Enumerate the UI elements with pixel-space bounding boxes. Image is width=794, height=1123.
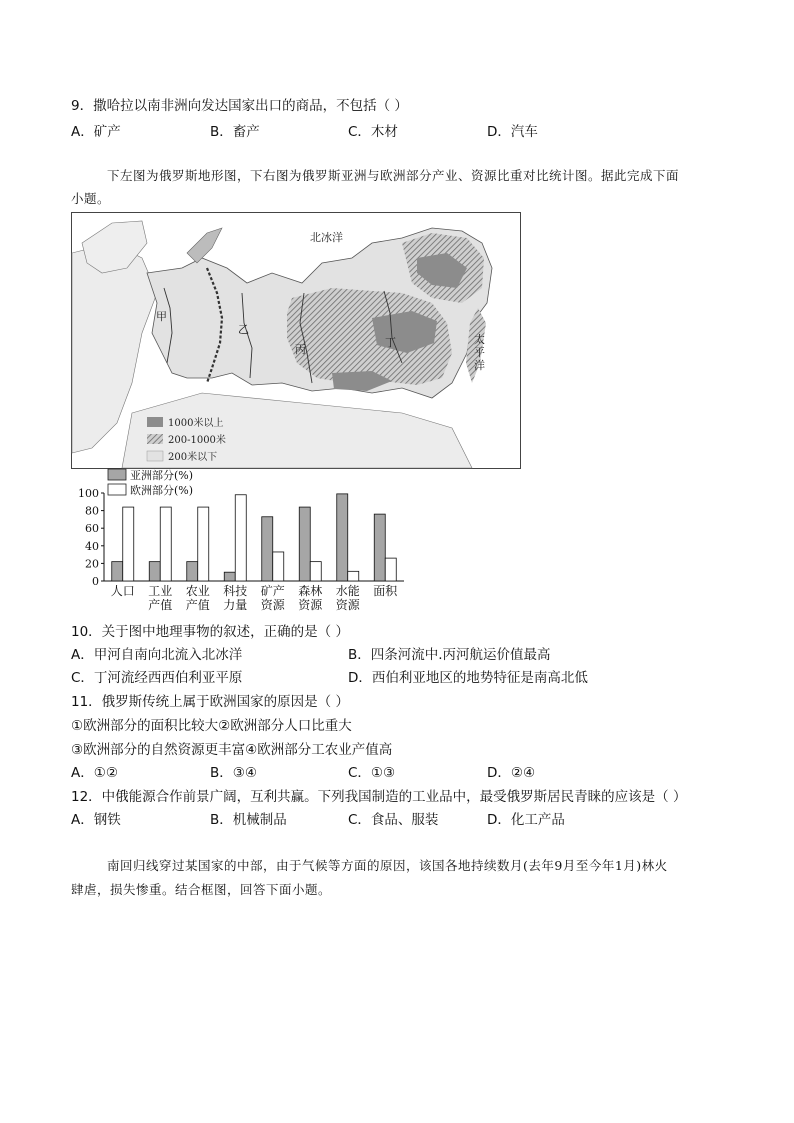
bar-europe xyxy=(348,571,359,581)
russia-terrain-map xyxy=(71,212,521,469)
q10-option-a: A．甲河自南向北流入北冰洋 xyxy=(71,647,243,663)
bar-europe xyxy=(123,507,134,581)
q11-option-d: D．②④ xyxy=(487,765,536,781)
x-tick-label: 水能 xyxy=(335,584,360,598)
intro-2-line-1: 南回归线穿过某国家的中部，由于气候等方面的原因，该国各地持续数月(去年9月至今年1月)林火 xyxy=(107,858,668,873)
bar-asia xyxy=(149,562,160,581)
q10-stem: 10．关于图中地理事物的叙述，正确的是（ ） xyxy=(71,624,349,640)
intro-1-line-1: 下左图为俄罗斯地形图，下右图为俄罗斯亚洲与欧洲部分产业、资源比重对比统计图。据此完成下面 xyxy=(107,168,680,183)
x-tick-label: 产值 xyxy=(148,598,173,612)
chart-bars xyxy=(112,494,397,581)
legend-label-asia: 亚洲部分(%) xyxy=(130,469,194,482)
q12-option-c: C．食品、服装 xyxy=(348,812,439,828)
q10-option-c: C．丁河流经西西伯利亚平原 xyxy=(71,670,243,686)
y-tick-label: 20 xyxy=(85,557,99,571)
x-tick-label: 工业 xyxy=(148,584,173,598)
y-tick-label: 40 xyxy=(85,539,99,553)
x-tick-label: 资源 xyxy=(260,598,285,612)
bar-asia xyxy=(224,572,235,581)
x-tick-label: 矿产 xyxy=(260,584,285,598)
label-jia: 甲 xyxy=(156,310,167,323)
intro-1-line-2: 小题。 xyxy=(71,191,111,206)
y-tick-label: 0 xyxy=(92,575,99,588)
x-tick-label: 产值 xyxy=(185,598,210,612)
bar-europe xyxy=(385,558,396,581)
label-pacific-2: 平 xyxy=(474,346,485,359)
q12-option-b: B．机械制品 xyxy=(210,812,287,828)
legend-swatch-low xyxy=(147,451,163,461)
q10-option-d: D．西伯利亚地区的地势特征是南高北低 xyxy=(348,670,588,686)
x-tick-label: 面积 xyxy=(373,584,398,598)
q9-option-c: C．木材 xyxy=(348,124,398,140)
legend-label-europe: 欧洲部分(%) xyxy=(130,484,194,497)
bar-europe xyxy=(273,552,284,581)
q11-stem: 11．俄罗斯传统上属于欧洲国家的原因是（ ） xyxy=(71,694,349,710)
label-ding: 丁 xyxy=(385,336,396,349)
legend-label-low: 200米以下 xyxy=(168,452,218,463)
intro-2-line-2: 肆虐，损失惨重。结合框图，回答下面小题。 xyxy=(71,882,332,897)
y-tick-label: 100 xyxy=(78,487,99,500)
q11-option-c: C．①③ xyxy=(348,765,396,781)
label-pacific-3: 洋 xyxy=(474,359,485,372)
bar-asia xyxy=(187,562,198,581)
q10-option-b: B．四条河流中.丙河航运价值最高 xyxy=(348,647,551,663)
q12-stem: 12．中俄能源合作前景广阔，互利共赢。下列我国制造的工业品中，最受俄罗斯居民青睐的应该是（ ） xyxy=(71,789,687,805)
q11-statements-2: ③欧洲部分的自然资源更丰富④欧洲部分工农业产值高 xyxy=(71,742,393,758)
label-bing: 丙 xyxy=(295,343,306,356)
asia-europe-share-chart xyxy=(78,465,412,612)
y-tick-label: 80 xyxy=(85,504,99,518)
label-arctic-ocean: 北冰洋 xyxy=(310,231,343,244)
label-pacific-1: 太 xyxy=(474,333,485,346)
x-tick-label: 农业 xyxy=(185,584,210,598)
bar-europe xyxy=(235,495,246,581)
q11-option-b: B．③④ xyxy=(210,765,257,781)
q11-statements-1: ①欧洲部分的面积比较大②欧洲部分人口比重大 xyxy=(71,718,352,734)
bar-europe xyxy=(198,507,209,581)
q9-option-d: D．汽车 xyxy=(487,124,538,140)
bar-europe xyxy=(160,507,171,581)
x-tick-label: 力量 xyxy=(223,598,248,612)
label-yi: 乙 xyxy=(238,323,249,336)
bar-asia xyxy=(299,507,310,581)
legend-swatch-high xyxy=(147,417,163,427)
q9-option-b: B．畜产 xyxy=(210,124,260,140)
legend-label-mid: 200-1000米 xyxy=(168,435,226,446)
bar-asia xyxy=(262,517,273,581)
q9-option-a: A．矿产 xyxy=(71,124,121,140)
q12-option-a: A．钢铁 xyxy=(71,812,121,828)
x-tick-label: 资源 xyxy=(298,598,323,612)
novaya-zemlya xyxy=(187,228,222,263)
bar-asia xyxy=(112,562,123,581)
q11-option-a: A．①② xyxy=(71,765,118,781)
bar-europe xyxy=(310,562,321,581)
bar-asia xyxy=(374,514,385,581)
chart-x-labels xyxy=(111,583,399,612)
x-tick-label: 森林 xyxy=(298,584,323,598)
y-tick-label: 60 xyxy=(85,522,99,536)
legend-swatch-europe xyxy=(108,484,126,495)
x-tick-label: 科技 xyxy=(223,584,248,598)
legend-swatch-asia xyxy=(108,469,126,480)
bar-asia xyxy=(337,494,348,581)
q9-stem: 9．撒哈拉以南非洲向发达国家出口的商品，不包括（ ） xyxy=(71,98,408,114)
legend-swatch-mid xyxy=(147,434,163,444)
q12-option-d: D．化工产品 xyxy=(487,812,565,828)
legend-label-high: 1000米以上 xyxy=(168,418,224,429)
x-tick-label: 资源 xyxy=(335,598,360,612)
x-tick-label: 人口 xyxy=(110,584,135,598)
